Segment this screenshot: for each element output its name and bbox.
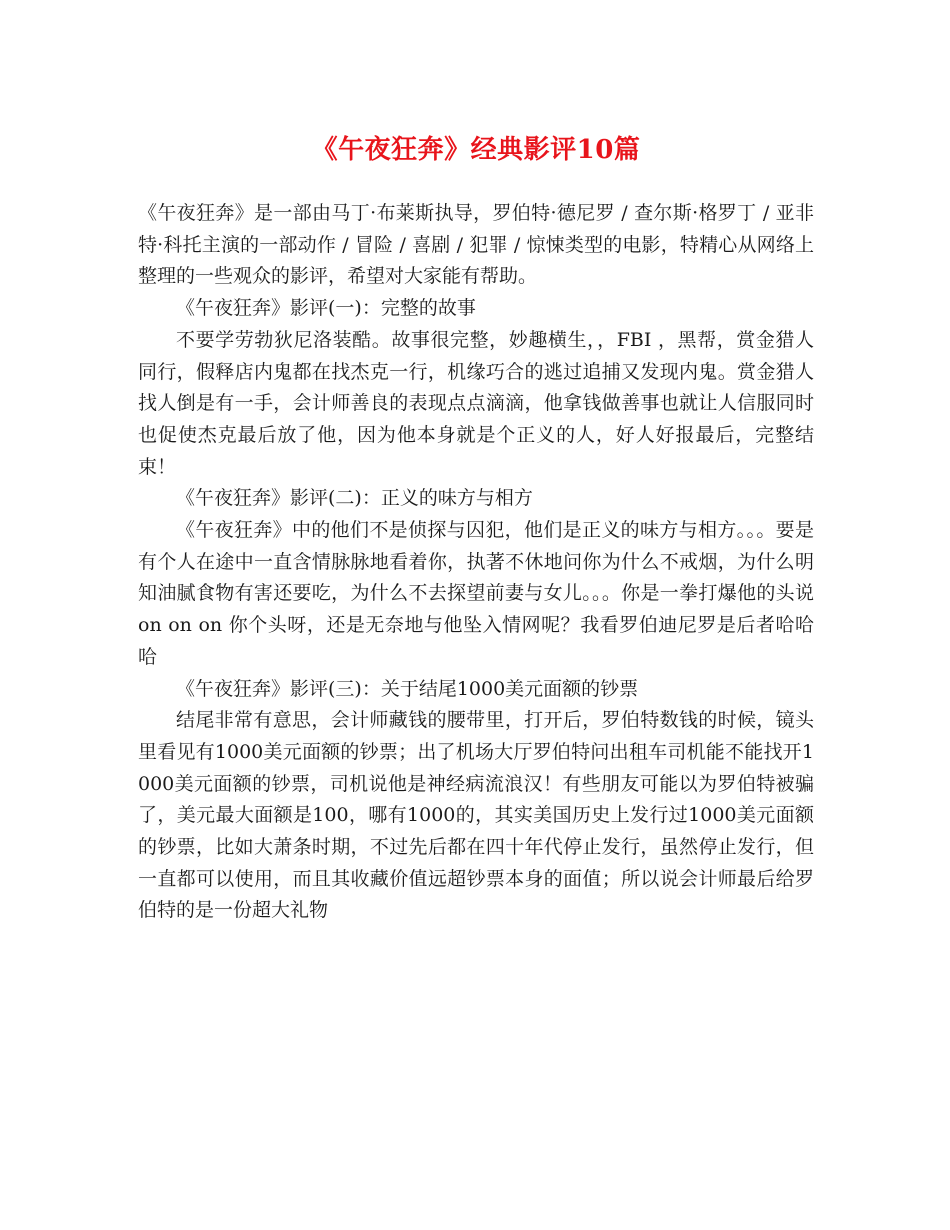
review-heading-3: 《午夜狂奔》影评(三)：关于结尾1000美元面额的钞票 (176, 677, 639, 700)
document-title: 《午夜狂奔》经典影评10篇 (311, 135, 641, 165)
document-body (138, 198, 814, 927)
review-heading-2: 《午夜狂奔》影评(二)：正义的味方与相方 (176, 487, 533, 510)
intro-paragraph: 《午夜狂奔》是一部由马丁·布莱斯执导，罗伯特·德尼罗 / 查尔斯·格罗丁 / 亚非特·科托主演的一部动作 / 冒险 / 喜剧 / 犯罪 / 惊悚类型的电影，特精心从网络上整理的一些观众的影评，希望对大家能有帮助。 (138, 202, 814, 288)
review-body-3: 结尾非常有意思，会计师藏钱的腰带里，打开后，罗伯特数钱的时候，镜头里看见有1000美元面额的钞票；出了机场大厅罗伯特问出租车司机能不能找开1000美元面额的钞票，司机说他是神经病流浪汉！有些朋友可能以为罗伯特被骗了，美元最大面额是100，哪有1000的，其实美国历史上发行过1000美元面额的钞票，比如大萧条时期，不过先后都在四十年代停止发行，虽然停止发行，但一直都可以使用，而且其收藏价值远超钞票本身的面值；所以说会计师最后给罗伯特的是一份超大礼物 (138, 709, 814, 922)
review-body-2: 《午夜狂奔》中的他们不是侦探与囚犯，他们是正义的味方与相方。。。要是有个人在途中一直含情脉脉地看着你，执著不休地问你为什么不戒烟，为什么明知油腻食物有害还要吃，为什么不去探望前妻与女儿。。。你是一拳打爆他的头说 on on on 你个头呀，还是无奈地与他坠入情网呢？我看罗伯迪尼罗是后者哈哈哈 (138, 519, 814, 668)
review-heading-1: 《午夜狂奔》影评(一)：完整的故事 (176, 297, 476, 320)
review-body-1: 不要学劳勃狄尼洛装酷。故事很完整，妙趣横生，，FBI ，黑帮，赏金猎人同行，假释店内鬼都在找杰克一行，机缘巧合的逃过追捕又发现内鬼。赏金猎人找人倒是有一手，会计师善良的表现点点滴滴，他拿钱做善事也就让人信服同时也促使杰克最后放了他，因为他本身就是个正义的人，好人好报最后，完整结束！ (138, 328, 814, 478)
document-page (138, 0, 814, 927)
